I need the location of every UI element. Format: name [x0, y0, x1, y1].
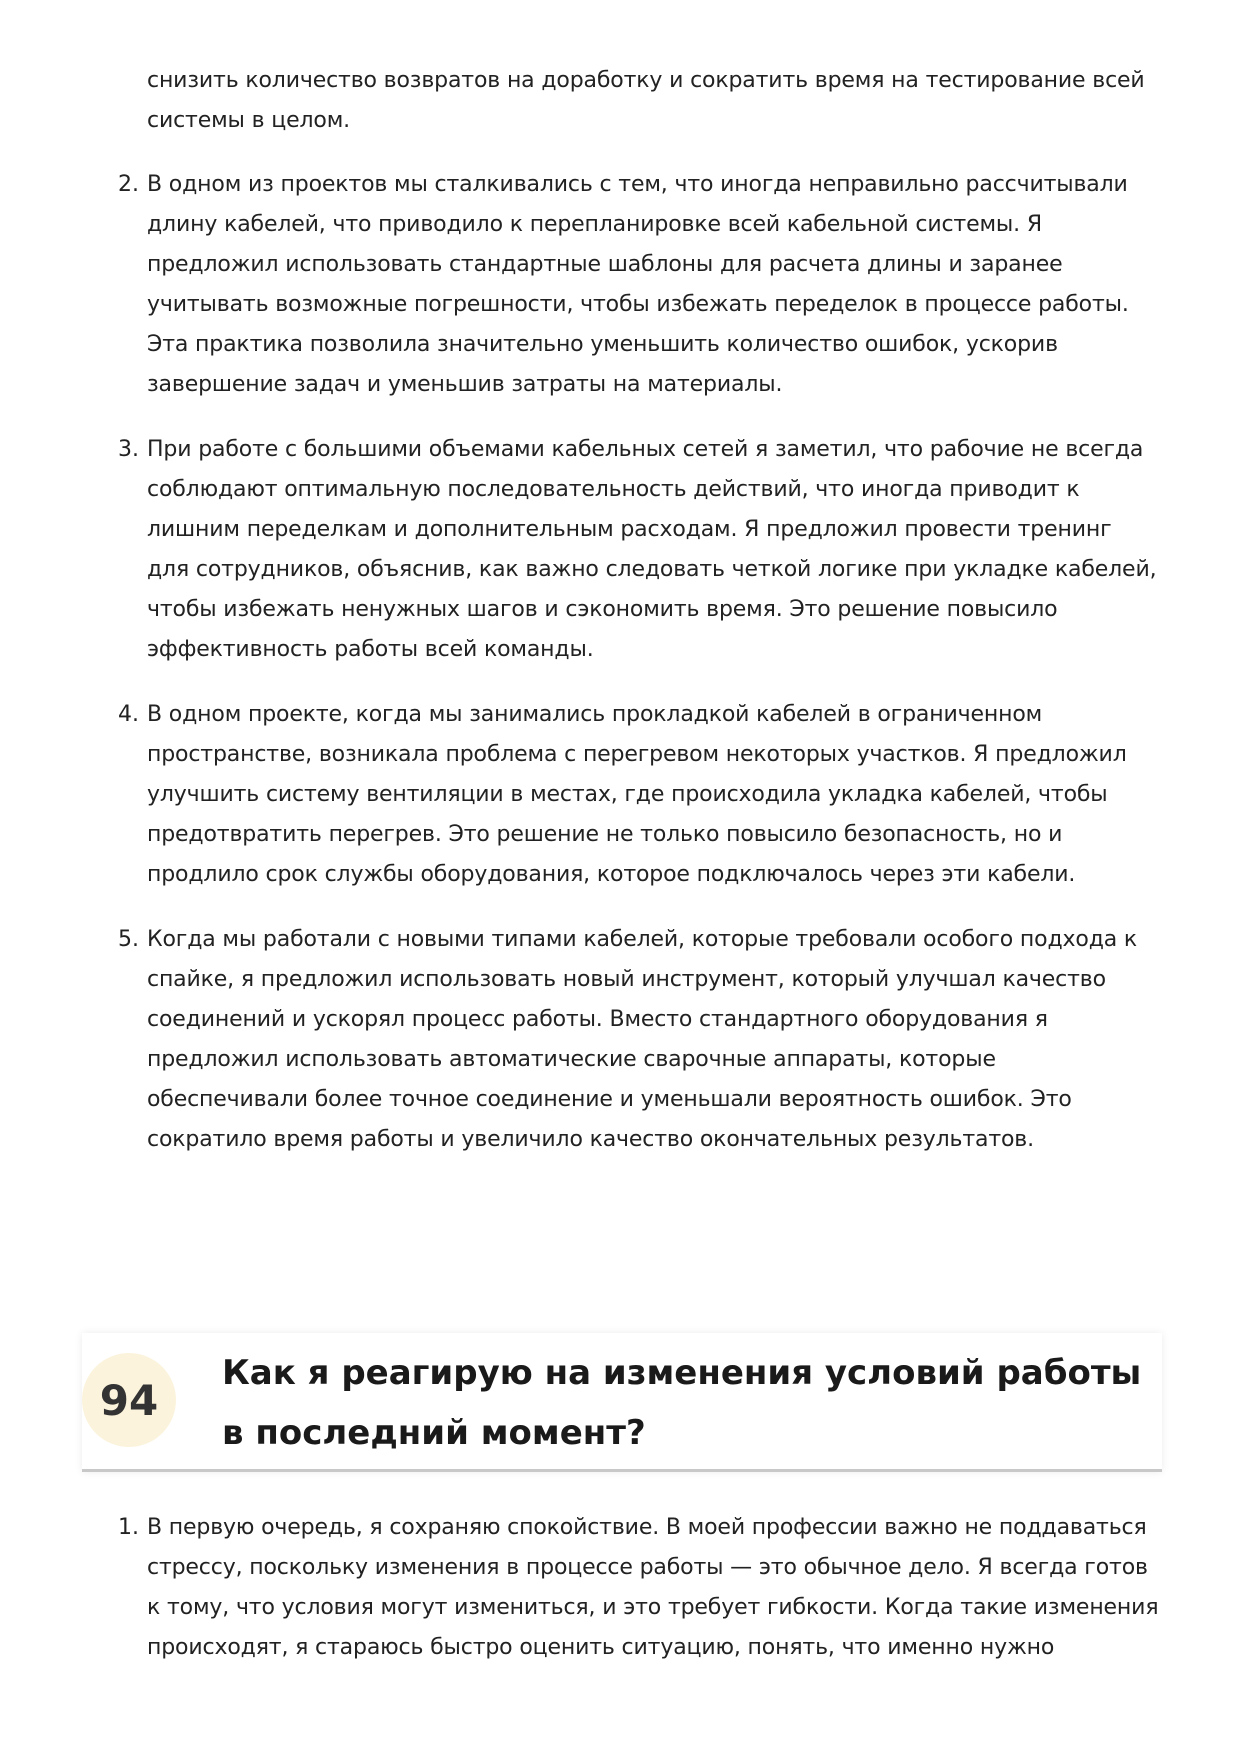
list-item-number: 4.: [118, 702, 139, 727]
list-item-text: В одном проекте, когда мы занимались прокладкой кабелей в ограниченном пространстве, возникала проблема с перегревом некоторых участков. Я предложил улучшить систему вентиляции в местах, где происходила укладка кабелей, чтобы предотвратить перегрев. Это решение не только повысило безопасность, но и продлило срок службы оборудования, которое подключалось через эти кабели.: [147, 702, 1127, 887]
list-item-text: В одном из проектов мы сталкивались с тем, что иногда неправильно рассчитывали длину кабелей, что приводило к перепланировке всей кабельной системы. Я предложил использовать стандартные шаблоны для расчета длины и заранее учитывать возможные погрешности, чтобы избежать переделок в процессе работы. Эта практика позволила значительно уменьшить количество ошибок, ускорив завершение задач и уменьшив затраты на материалы.: [147, 172, 1129, 397]
section-header: [82, 1333, 1162, 1472]
numbered-list-section: [0, 1508, 1239, 1668]
list-item: [0, 165, 1239, 405]
list-item-text: В первую очередь, я сохраняю спокойствие. В моей профессии важно не поддаваться стрессу, поскольку изменения в процессе работы — это обычное дело. Я всегда готов к тому, что условия могут измениться, и это требует гибкости. Когда такие изменения происходят, я стараюсь быстро оценить ситуацию, понять, что именно нужно: [147, 1515, 1159, 1660]
list-item: [0, 695, 1239, 895]
section-number-badge: 94: [82, 1353, 176, 1447]
list-item-number: 2.: [118, 172, 139, 197]
list-item-text: При работе с большими объемами кабельных сетей я заметил, что рабочие не всегда соблюдают оптимальную последовательность действий, что иногда приводит к лишним переделкам и дополнительным расходам. Я предложил провести тренинг для сотрудников, объяснив, как важно следовать четкой логике при укладке кабелей, чтобы избежать ненужных шагов и сэкономить время. Это решение повысило эффективность работы всей команды.: [147, 437, 1157, 662]
list-item-text: Когда мы работали с новыми типами кабелей, которые требовали особого подхода к спайке, я предложил использовать новый инструмент, который улучшал качество соединений и ускорял процесс работы. Вместо стандартного оборудования я предложил использовать автоматические сварочные аппараты, которые обеспечивали более точное соединение и уменьшали вероятность ошибок. Это сократило время работы и увеличило качество окончательных результатов.: [147, 927, 1138, 1152]
section-title: Как я реагирую на изменения условий работы в последний момент?: [222, 1353, 1142, 1453]
list-item: [0, 1508, 1239, 1668]
numbered-list-previous: [0, 165, 1239, 1185]
list-item-number: 5.: [118, 927, 139, 952]
list-item-number: 1.: [118, 1515, 139, 1540]
paragraph-continuation: снизить количество возвратов на доработку и сократить время на тестирование всей системы в целом.: [147, 68, 1145, 133]
list-item: [0, 920, 1239, 1160]
list-item-number: 3.: [118, 437, 139, 462]
list-item: [0, 430, 1239, 670]
